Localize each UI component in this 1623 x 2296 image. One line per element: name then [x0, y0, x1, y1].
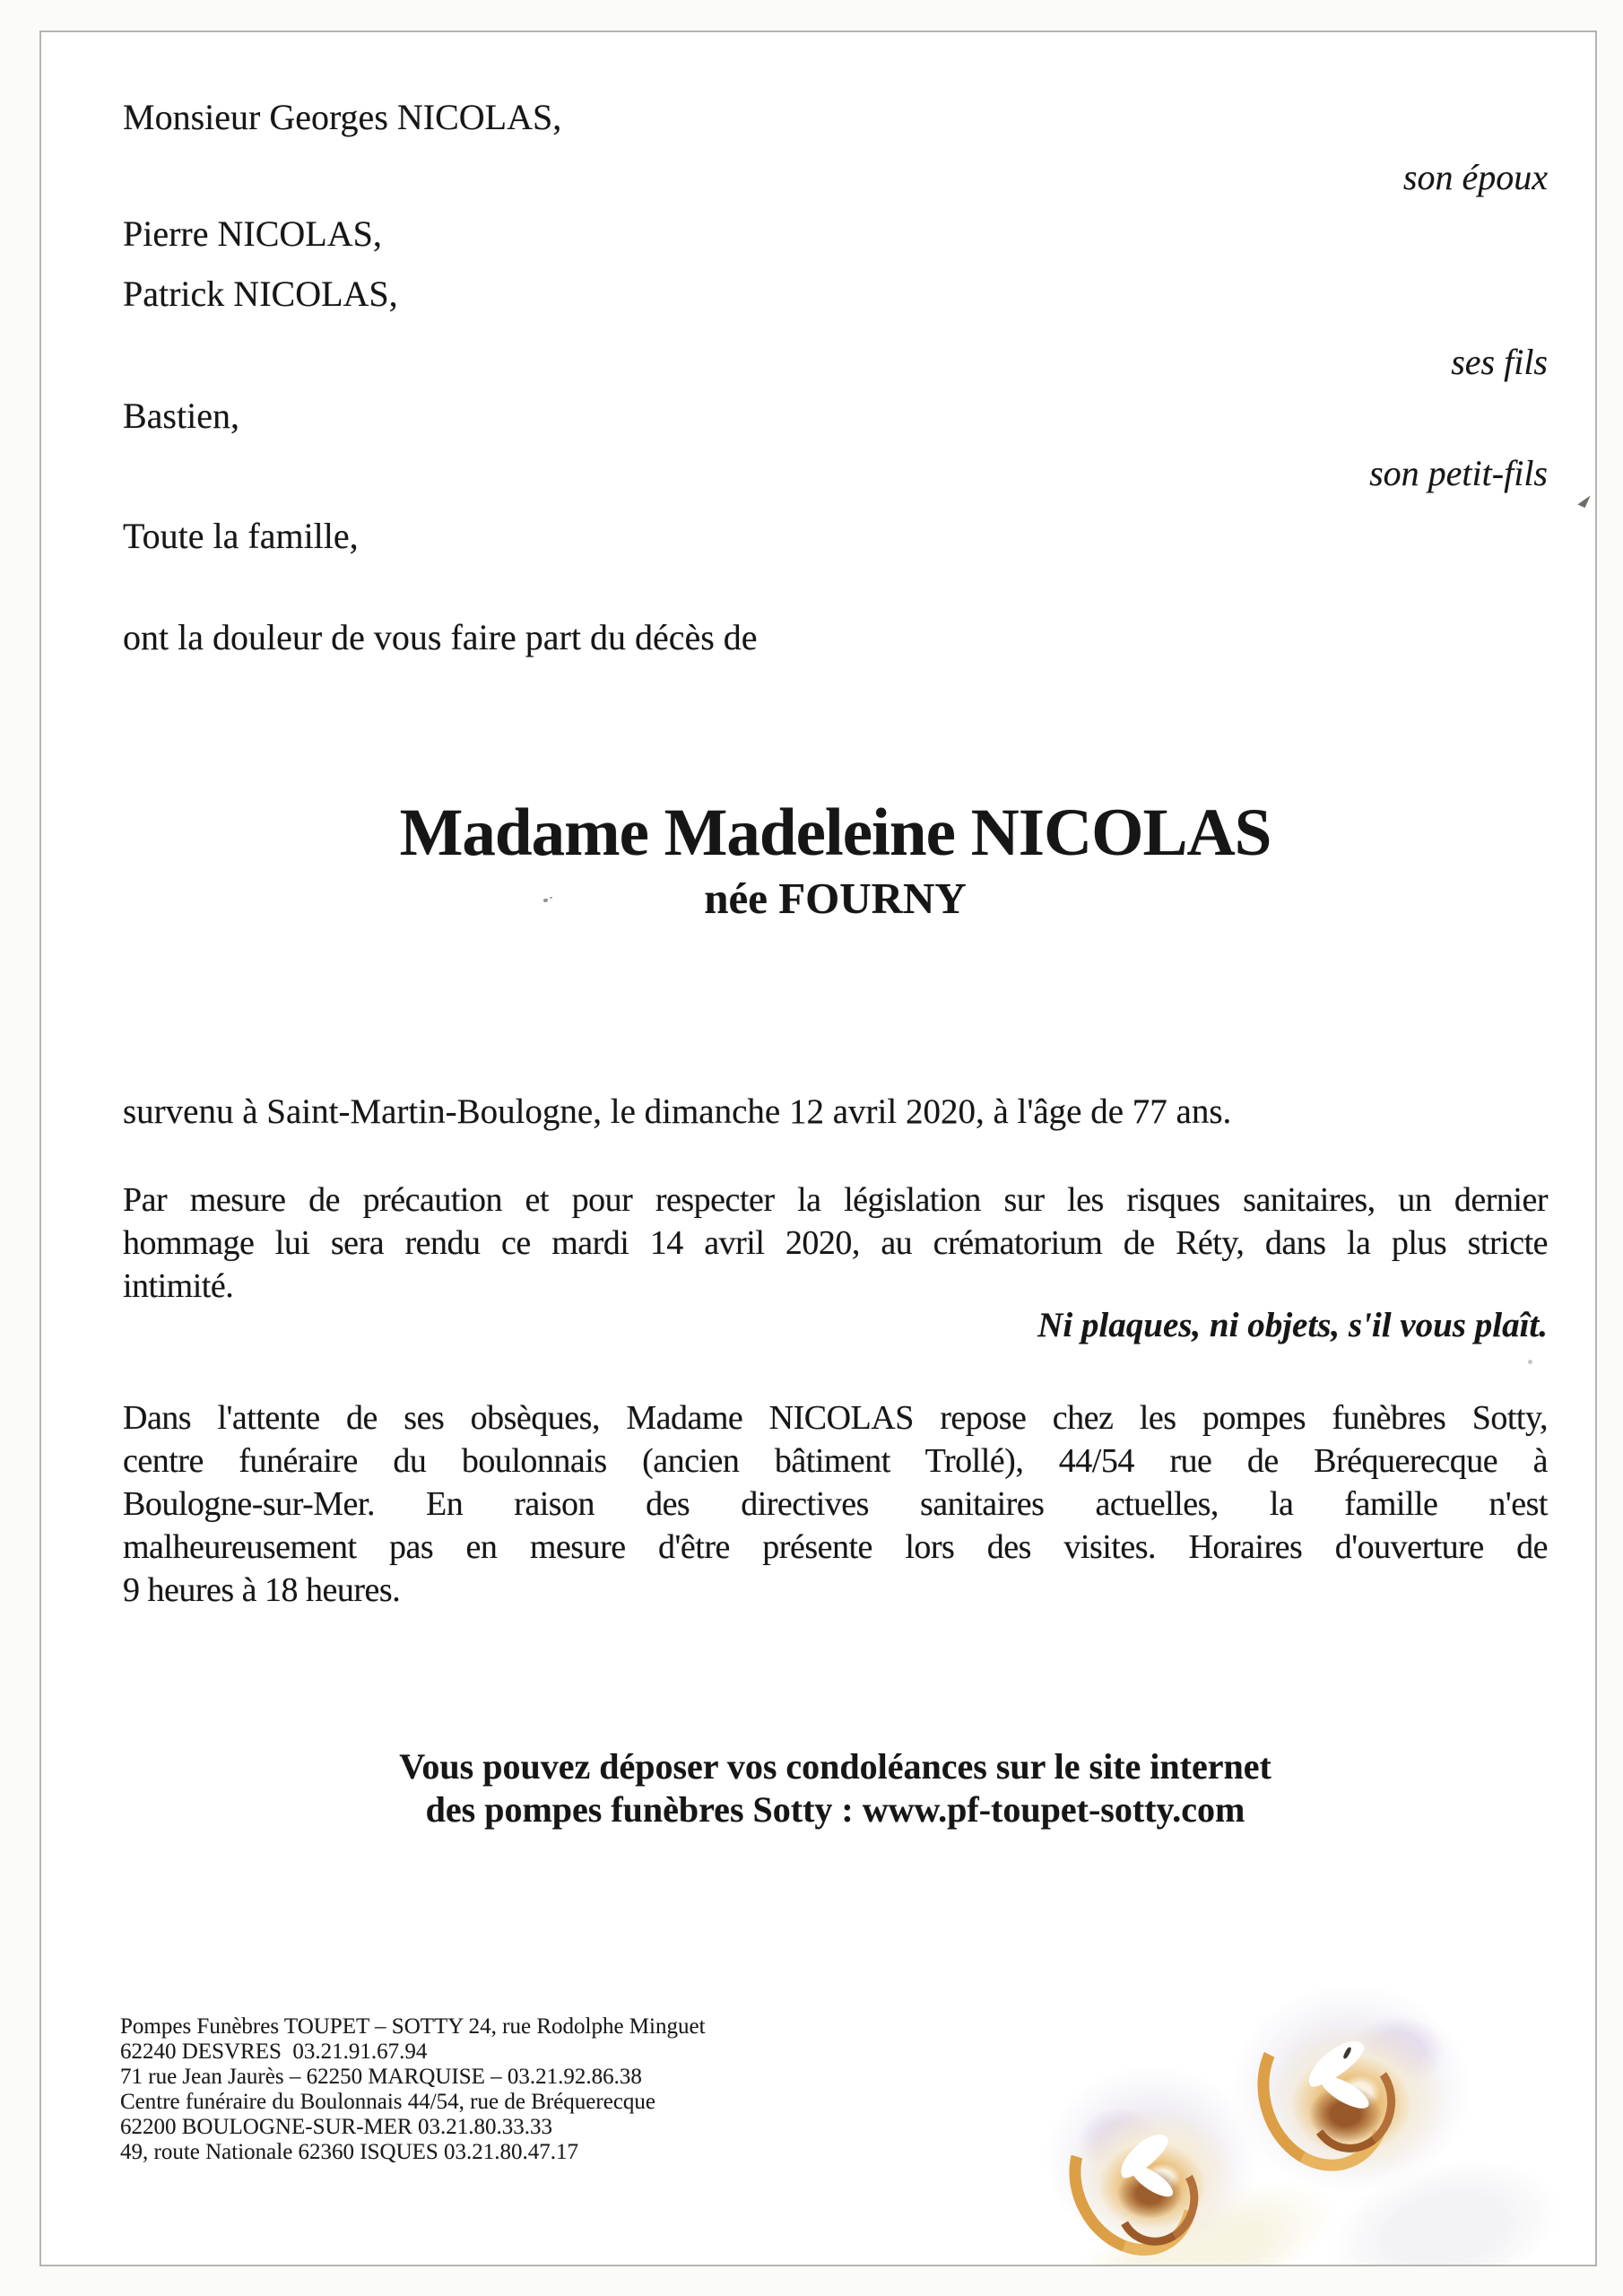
- son-name-2: Patrick NICOLAS,: [123, 274, 398, 314]
- repose-paragraph: [123, 1396, 1548, 1612]
- text-line: Pompes Funèbres TOUPET – SOTTY 24, rue Rodolphe Minguet: [120, 2014, 706, 2039]
- text-line: malheureusement pas en mesure d'être présente lors des visites. Horaires d'ouverture de: [123, 1528, 1548, 1566]
- maiden-name: née FOURNY: [704, 874, 967, 923]
- condolences-website-block: [123, 1745, 1548, 1831]
- sons-label: ses fils: [1451, 342, 1548, 382]
- husband-label: son époux: [1402, 157, 1548, 197]
- no-plaques-request: Ni plaques, ni objets, s'il vous plaît.: [1037, 1306, 1548, 1344]
- text-line: hommage lui sera rendu ce mardi 14 avril 2020, au crématorium de Réty, dans la plus stricte: [123, 1224, 1548, 1262]
- husband-name: Monsieur Georges NICOLAS,: [123, 97, 562, 137]
- grandson-name: Bastien,: [123, 396, 239, 436]
- text-line: centre funéraire du boulonnais (ancien bâtiment Trollé), 44/54 rue de Bréquerecque à: [123, 1442, 1548, 1480]
- text-line: 71 rue Jean Jaurès – 62250 MARQUISE – 03.21.92.86.38: [120, 2065, 642, 2089]
- text-line: Centre funéraire du Boulonnais 44/54, rue de Bréquerecque: [120, 2090, 656, 2114]
- ceremony-paragraph: [123, 1178, 1548, 1308]
- death-statement: survenu à Saint-Martin-Boulogne, le dimanche 12 avril 2020, à l'âge de 77 ans.: [123, 1092, 1232, 1131]
- orchid-bloom-right: [1203, 1957, 1499, 2266]
- scan-artifact: [1528, 1360, 1532, 1364]
- funeral-home-addresses: [120, 2014, 706, 2165]
- family-line: Toute la famille,: [123, 516, 359, 556]
- son-name-1: Pierre NICOLAS,: [123, 213, 382, 254]
- document-page: [39, 30, 1597, 2266]
- text-line: Vous pouvez déposer vos condoléances sur le site internet: [399, 1746, 1271, 1787]
- text-line: 62240 DESVRES 03.21.91.67.94: [120, 2039, 428, 2064]
- text-line: 9 heures à 18 heures.: [123, 1571, 401, 1609]
- announcement-line: ont la douleur de vous faire part du décès de: [123, 617, 758, 657]
- orchid-decoration: [956, 1934, 1595, 2265]
- text-line: des pompes funèbres Sotty : www.pf-toupet-sotty.com: [425, 1789, 1245, 1830]
- text-line: Boulogne-sur-Mer. En raison des directives sanitaires actuelles, la famille n'est: [123, 1485, 1548, 1523]
- text-line: 62200 BOULOGNE-SUR-MER 03.21.80.33.33: [120, 2115, 552, 2139]
- text-line: intimité.: [123, 1267, 234, 1305]
- text-line: Dans l'attente de ses obsèques, Madame NICOLAS repose chez les pompes funèbres Sotty,: [123, 1399, 1548, 1437]
- text-line: Par mesure de précaution et pour respecter la législation sur les risques sanitaires, un dernier: [123, 1181, 1548, 1219]
- text-line: 49, route Nationale 62360 ISQUES 03.21.80.47.17: [120, 2140, 579, 2164]
- deceased-name: Madame Madeleine NICOLAS: [399, 796, 1271, 870]
- scan-artifact: [1577, 492, 1590, 508]
- grandson-label: son petit-fils: [1369, 453, 1548, 493]
